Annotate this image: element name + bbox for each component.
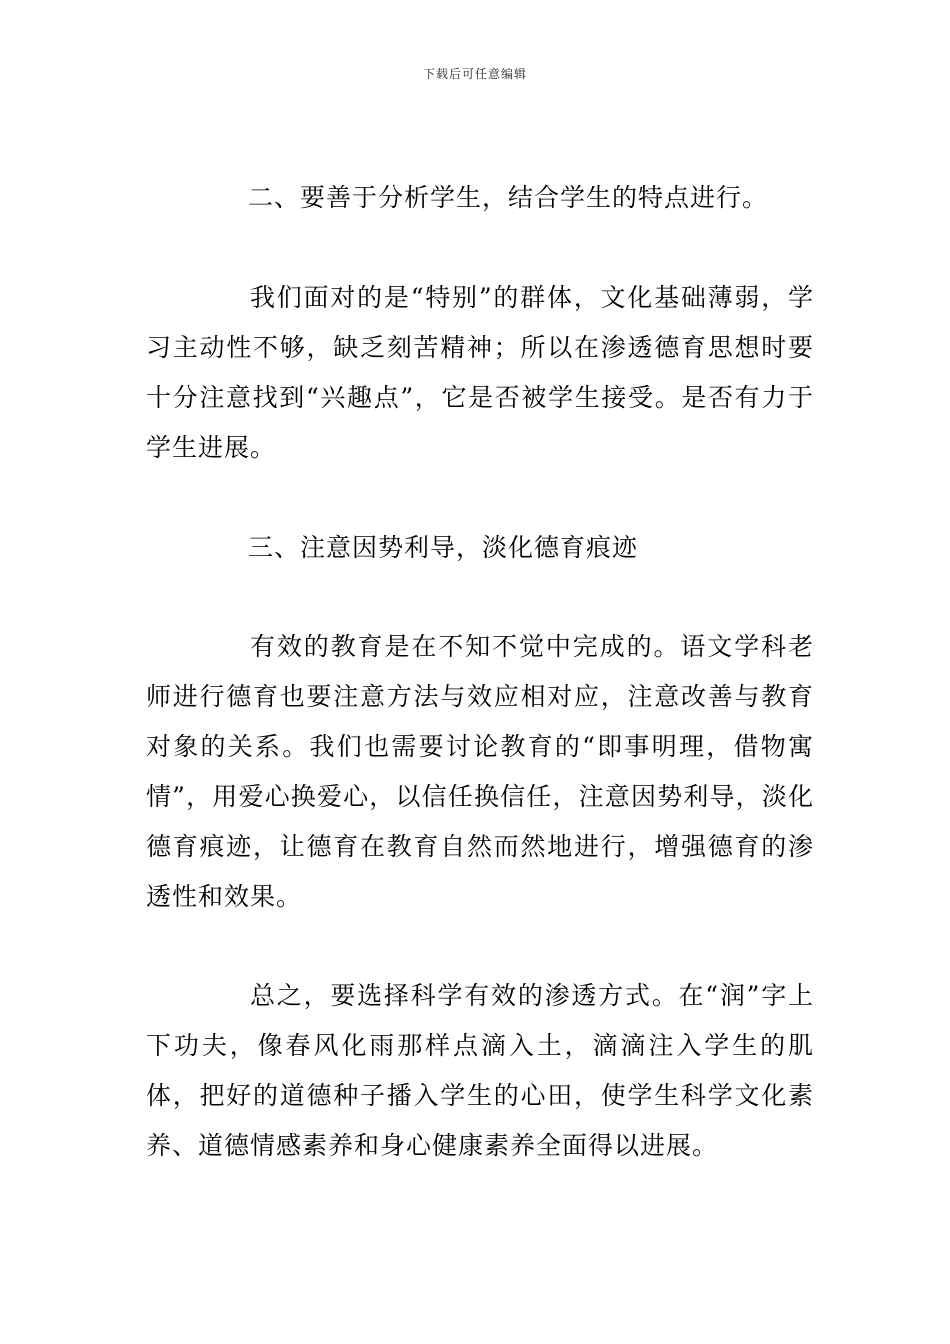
- section-heading-2: 二、要善于分析学生，结合学生的特点进行。: [248, 183, 769, 212]
- conclusion-body: [146, 971, 814, 1171]
- paragraph: 我们面对的是“特别”的群体，文化基础薄弱，学习主动性不够，缺乏刻苦精神；所以在渗透德育思想时要十分注意找到“兴趣点”，它是否被学生接受。是否有力于学生进展。: [146, 283, 814, 462]
- header-note: 下载后可任意编辑: [422, 67, 527, 81]
- section-body-2: [146, 273, 814, 473]
- paragraph: 总之，要选择科学有效的渗透方式。在“润”字上下功夫，像春风化雨那样点滴入土，滴滴注入学生的肌体，把好的道德种子播入学生的心田，使学生科学文化素养、道德情感素养和身心健康素养全面得以进展。: [146, 981, 814, 1160]
- paragraph: 有效的教育是在不知不觉中完成的。语文学科老师进行德育也要注意方法与效应相对应，注意改善与教育对象的关系。我们也需要讨论教育的“即事明理，借物寓情”，用爱心换爱心，以信任换信任，注意因势利导，淡化德育痕迹，让德育在教育自然而然地进行，增强德育的渗透性和效果。: [146, 632, 814, 911]
- section-heading-3: 三、注意因势利导，淡化德育痕迹: [248, 533, 639, 562]
- section-body-3: [146, 622, 814, 922]
